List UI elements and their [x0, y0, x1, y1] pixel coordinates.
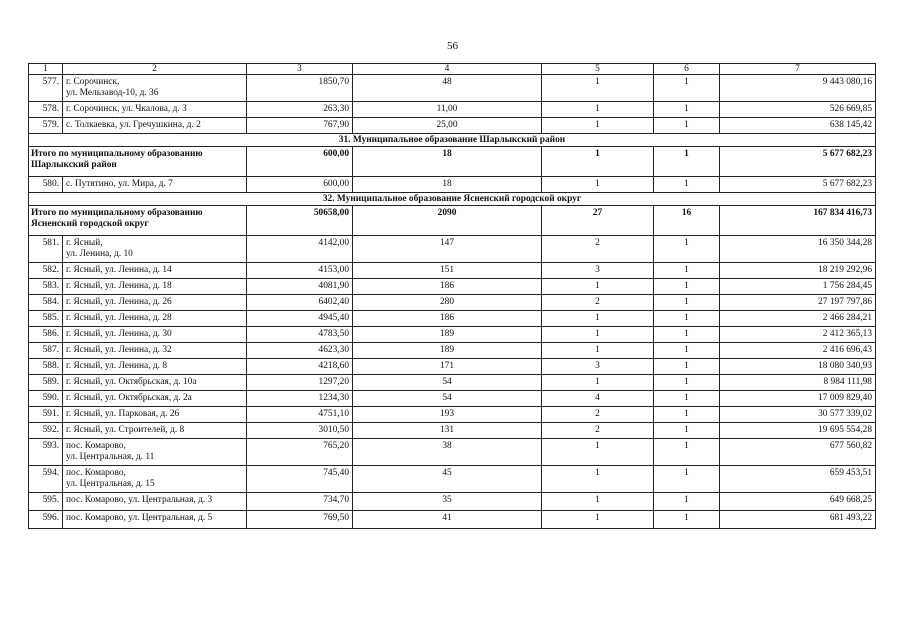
total-houses: 1 [542, 147, 654, 177]
address-cell: г. Сорочинск, ул. Мельзавод-10, д. 36 [63, 75, 247, 102]
row-number: 587. [29, 343, 63, 359]
table-row [29, 75, 876, 102]
address-cell: г. Ясный, ул. Ленина, д. 14 [63, 263, 247, 279]
residents-cell: 131 [353, 423, 542, 439]
total-row [29, 147, 876, 177]
residents-cell: 45 [353, 466, 542, 493]
section-header-row [29, 134, 876, 147]
count-cell: 1 [654, 511, 720, 529]
area-cell: 1850,70 [247, 75, 353, 102]
area-cell: 745,40 [247, 466, 353, 493]
table-row [29, 118, 876, 134]
area-cell: 4218,60 [247, 359, 353, 375]
count-cell: 1 [654, 391, 720, 407]
count-cell: 1 [654, 295, 720, 311]
cost-cell: 19 695 554,28 [720, 423, 876, 439]
address-cell: г. Ясный, ул. Ленина, д. 10 [63, 236, 247, 263]
table-row [29, 375, 876, 391]
row-number: 594. [29, 466, 63, 493]
count-cell: 1 [654, 493, 720, 511]
section-title: 31. Муниципальное образование Шарлыкский район [29, 134, 876, 147]
total-area: 600,00 [247, 147, 353, 177]
total-cost: 167 834 416,73 [720, 206, 876, 236]
area-cell: 6402,40 [247, 295, 353, 311]
residents-cell: 193 [353, 407, 542, 423]
count-cell: 1 [654, 236, 720, 263]
cost-cell: 9 443 080,16 [720, 75, 876, 102]
cost-cell: 18 219 292,96 [720, 263, 876, 279]
residents-cell: 18 [353, 177, 542, 193]
residents-cell: 41 [353, 511, 542, 529]
houses-cell: 1 [542, 343, 654, 359]
address-cell: г. Ясный, ул. Ленина, д. 30 [63, 327, 247, 343]
area-cell: 4783,50 [247, 327, 353, 343]
table-row [29, 423, 876, 439]
houses-cell: 1 [542, 375, 654, 391]
column-number: 1 [29, 64, 63, 75]
total-count: 16 [654, 206, 720, 236]
row-number: 584. [29, 295, 63, 311]
column-number: 5 [542, 64, 654, 75]
row-number: 590. [29, 391, 63, 407]
table-row [29, 439, 876, 466]
count-cell: 1 [654, 375, 720, 391]
total-area: 50658,00 [247, 206, 353, 236]
row-number: 595. [29, 493, 63, 511]
table-row [29, 177, 876, 193]
houses-cell: 1 [542, 466, 654, 493]
address-cell: г. Ясный, ул. Октябрьская, д. 2а [63, 391, 247, 407]
column-number: 6 [654, 64, 720, 75]
column-number-row [29, 64, 876, 75]
houses-cell: 2 [542, 236, 654, 263]
address-cell: пос. Комарово, ул. Центральная, д. 3 [63, 493, 247, 511]
table-row [29, 236, 876, 263]
cost-cell: 30 577 339,02 [720, 407, 876, 423]
area-cell: 3010,50 [247, 423, 353, 439]
address-cell: г. Ясный, ул. Парковая, д. 26 [63, 407, 247, 423]
residents-cell: 35 [353, 493, 542, 511]
houses-cell: 2 [542, 407, 654, 423]
houses-cell: 1 [542, 327, 654, 343]
table-row [29, 263, 876, 279]
section-header-row [29, 193, 876, 206]
row-number: 581. [29, 236, 63, 263]
row-number: 596. [29, 511, 63, 529]
area-cell: 1234,30 [247, 391, 353, 407]
address-cell: г. Ясный, ул. Ленина, д. 28 [63, 311, 247, 327]
row-number: 591. [29, 407, 63, 423]
area-cell: 4153,00 [247, 263, 353, 279]
residents-cell: 54 [353, 375, 542, 391]
table-row [29, 407, 876, 423]
residents-cell: 186 [353, 311, 542, 327]
count-cell: 1 [654, 327, 720, 343]
area-cell: 4081,90 [247, 279, 353, 295]
cost-cell: 27 197 797,86 [720, 295, 876, 311]
residents-cell: 189 [353, 327, 542, 343]
row-number: 588. [29, 359, 63, 375]
cost-cell: 677 560,82 [720, 439, 876, 466]
address-cell: пос. Комарово, ул. Центральная, д. 5 [63, 511, 247, 529]
table-row [29, 493, 876, 511]
column-number: 2 [63, 64, 247, 75]
area-cell: 600,00 [247, 177, 353, 193]
cost-cell: 659 453,51 [720, 466, 876, 493]
column-number: 3 [247, 64, 353, 75]
cost-cell: 2 412 365,13 [720, 327, 876, 343]
address-cell: г. Сорочинск, ул. Чкалова, д. 3 [63, 102, 247, 118]
count-cell: 1 [654, 439, 720, 466]
row-number: 580. [29, 177, 63, 193]
area-cell: 4751,10 [247, 407, 353, 423]
houses-cell: 2 [542, 295, 654, 311]
housing-registry-table [28, 63, 876, 529]
houses-cell: 1 [542, 75, 654, 102]
section-title: 32. Муниципальное образование Ясненский городской округ [29, 193, 876, 206]
cost-cell: 1 756 284,45 [720, 279, 876, 295]
table-row [29, 327, 876, 343]
residents-cell: 171 [353, 359, 542, 375]
total-count: 1 [654, 147, 720, 177]
row-number: 585. [29, 311, 63, 327]
address-cell: с. Путятино, ул. Мира, д. 7 [63, 177, 247, 193]
table-row [29, 343, 876, 359]
total-cost: 5 677 682,23 [720, 147, 876, 177]
address-cell: г. Ясный, ул. Строителей, д. 8 [63, 423, 247, 439]
residents-cell: 186 [353, 279, 542, 295]
cost-cell: 638 145,42 [720, 118, 876, 134]
table-row [29, 359, 876, 375]
row-number: 578. [29, 102, 63, 118]
houses-cell: 1 [542, 118, 654, 134]
houses-cell: 3 [542, 359, 654, 375]
houses-cell: 2 [542, 423, 654, 439]
count-cell: 1 [654, 423, 720, 439]
houses-cell: 1 [542, 511, 654, 529]
table-row [29, 295, 876, 311]
area-cell: 4142,00 [247, 236, 353, 263]
residents-cell: 11,00 [353, 102, 542, 118]
count-cell: 1 [654, 343, 720, 359]
residents-cell: 48 [353, 75, 542, 102]
table-row [29, 279, 876, 295]
row-number: 593. [29, 439, 63, 466]
area-cell: 769,50 [247, 511, 353, 529]
houses-cell: 1 [542, 279, 654, 295]
address-cell: г. Ясный, ул. Октябрьская, д. 10а [63, 375, 247, 391]
total-label: Итого по муниципальному образованию Шарлыкский район [29, 147, 247, 177]
address-cell: г. Ясный, ул. Ленина, д. 18 [63, 279, 247, 295]
address-cell: пос. Комарово, ул. Центральная, д. 15 [63, 466, 247, 493]
address-cell: пос. Комарово, ул. Центральная, д. 11 [63, 439, 247, 466]
row-number: 577. [29, 75, 63, 102]
area-cell: 1297,20 [247, 375, 353, 391]
total-residents: 2090 [353, 206, 542, 236]
cost-cell: 17 009 829,40 [720, 391, 876, 407]
cost-cell: 16 350 344,28 [720, 236, 876, 263]
total-label: Итого по муниципальному образованию Ясненский городской округ [29, 206, 247, 236]
table-body [29, 64, 876, 529]
row-number: 586. [29, 327, 63, 343]
address-cell: г. Ясный, ул. Ленина, д. 26 [63, 295, 247, 311]
row-number: 579. [29, 118, 63, 134]
total-houses: 27 [542, 206, 654, 236]
cost-cell: 2 416 696,43 [720, 343, 876, 359]
count-cell: 1 [654, 311, 720, 327]
row-number: 582. [29, 263, 63, 279]
count-cell: 1 [654, 102, 720, 118]
cost-cell: 5 677 682,23 [720, 177, 876, 193]
total-row [29, 206, 876, 236]
count-cell: 1 [654, 407, 720, 423]
cost-cell: 649 668,25 [720, 493, 876, 511]
count-cell: 1 [654, 118, 720, 134]
table-row [29, 311, 876, 327]
residents-cell: 280 [353, 295, 542, 311]
houses-cell: 4 [542, 391, 654, 407]
table-row [29, 466, 876, 493]
houses-cell: 1 [542, 493, 654, 511]
address-cell: г. Ясный, ул. Ленина, д. 8 [63, 359, 247, 375]
houses-cell: 1 [542, 177, 654, 193]
area-cell: 263,30 [247, 102, 353, 118]
address-cell: с. Толкаевка, ул. Гречушкина, д. 2 [63, 118, 247, 134]
column-number: 7 [720, 64, 876, 75]
cost-cell: 681 493,22 [720, 511, 876, 529]
column-number: 4 [353, 64, 542, 75]
cost-cell: 18 080 340,93 [720, 359, 876, 375]
area-cell: 4945,40 [247, 311, 353, 327]
houses-cell: 1 [542, 311, 654, 327]
residents-cell: 151 [353, 263, 542, 279]
residents-cell: 54 [353, 391, 542, 407]
area-cell: 765,20 [247, 439, 353, 466]
residents-cell: 147 [353, 236, 542, 263]
cost-cell: 526 669,85 [720, 102, 876, 118]
houses-cell: 1 [542, 102, 654, 118]
row-number: 583. [29, 279, 63, 295]
table-row [29, 102, 876, 118]
count-cell: 1 [654, 279, 720, 295]
area-cell: 4623,30 [247, 343, 353, 359]
count-cell: 1 [654, 177, 720, 193]
page-number: 56 [447, 40, 458, 52]
houses-cell: 3 [542, 263, 654, 279]
residents-cell: 38 [353, 439, 542, 466]
count-cell: 1 [654, 359, 720, 375]
area-cell: 734,70 [247, 493, 353, 511]
row-number: 592. [29, 423, 63, 439]
total-residents: 18 [353, 147, 542, 177]
row-number: 589. [29, 375, 63, 391]
area-cell: 767,90 [247, 118, 353, 134]
address-cell: г. Ясный, ул. Ленина, д. 32 [63, 343, 247, 359]
count-cell: 1 [654, 466, 720, 493]
cost-cell: 2 466 284,21 [720, 311, 876, 327]
count-cell: 1 [654, 75, 720, 102]
count-cell: 1 [654, 263, 720, 279]
residents-cell: 25,00 [353, 118, 542, 134]
table-row [29, 511, 876, 529]
houses-cell: 1 [542, 439, 654, 466]
table-row [29, 391, 876, 407]
residents-cell: 189 [353, 343, 542, 359]
cost-cell: 8 984 111,98 [720, 375, 876, 391]
